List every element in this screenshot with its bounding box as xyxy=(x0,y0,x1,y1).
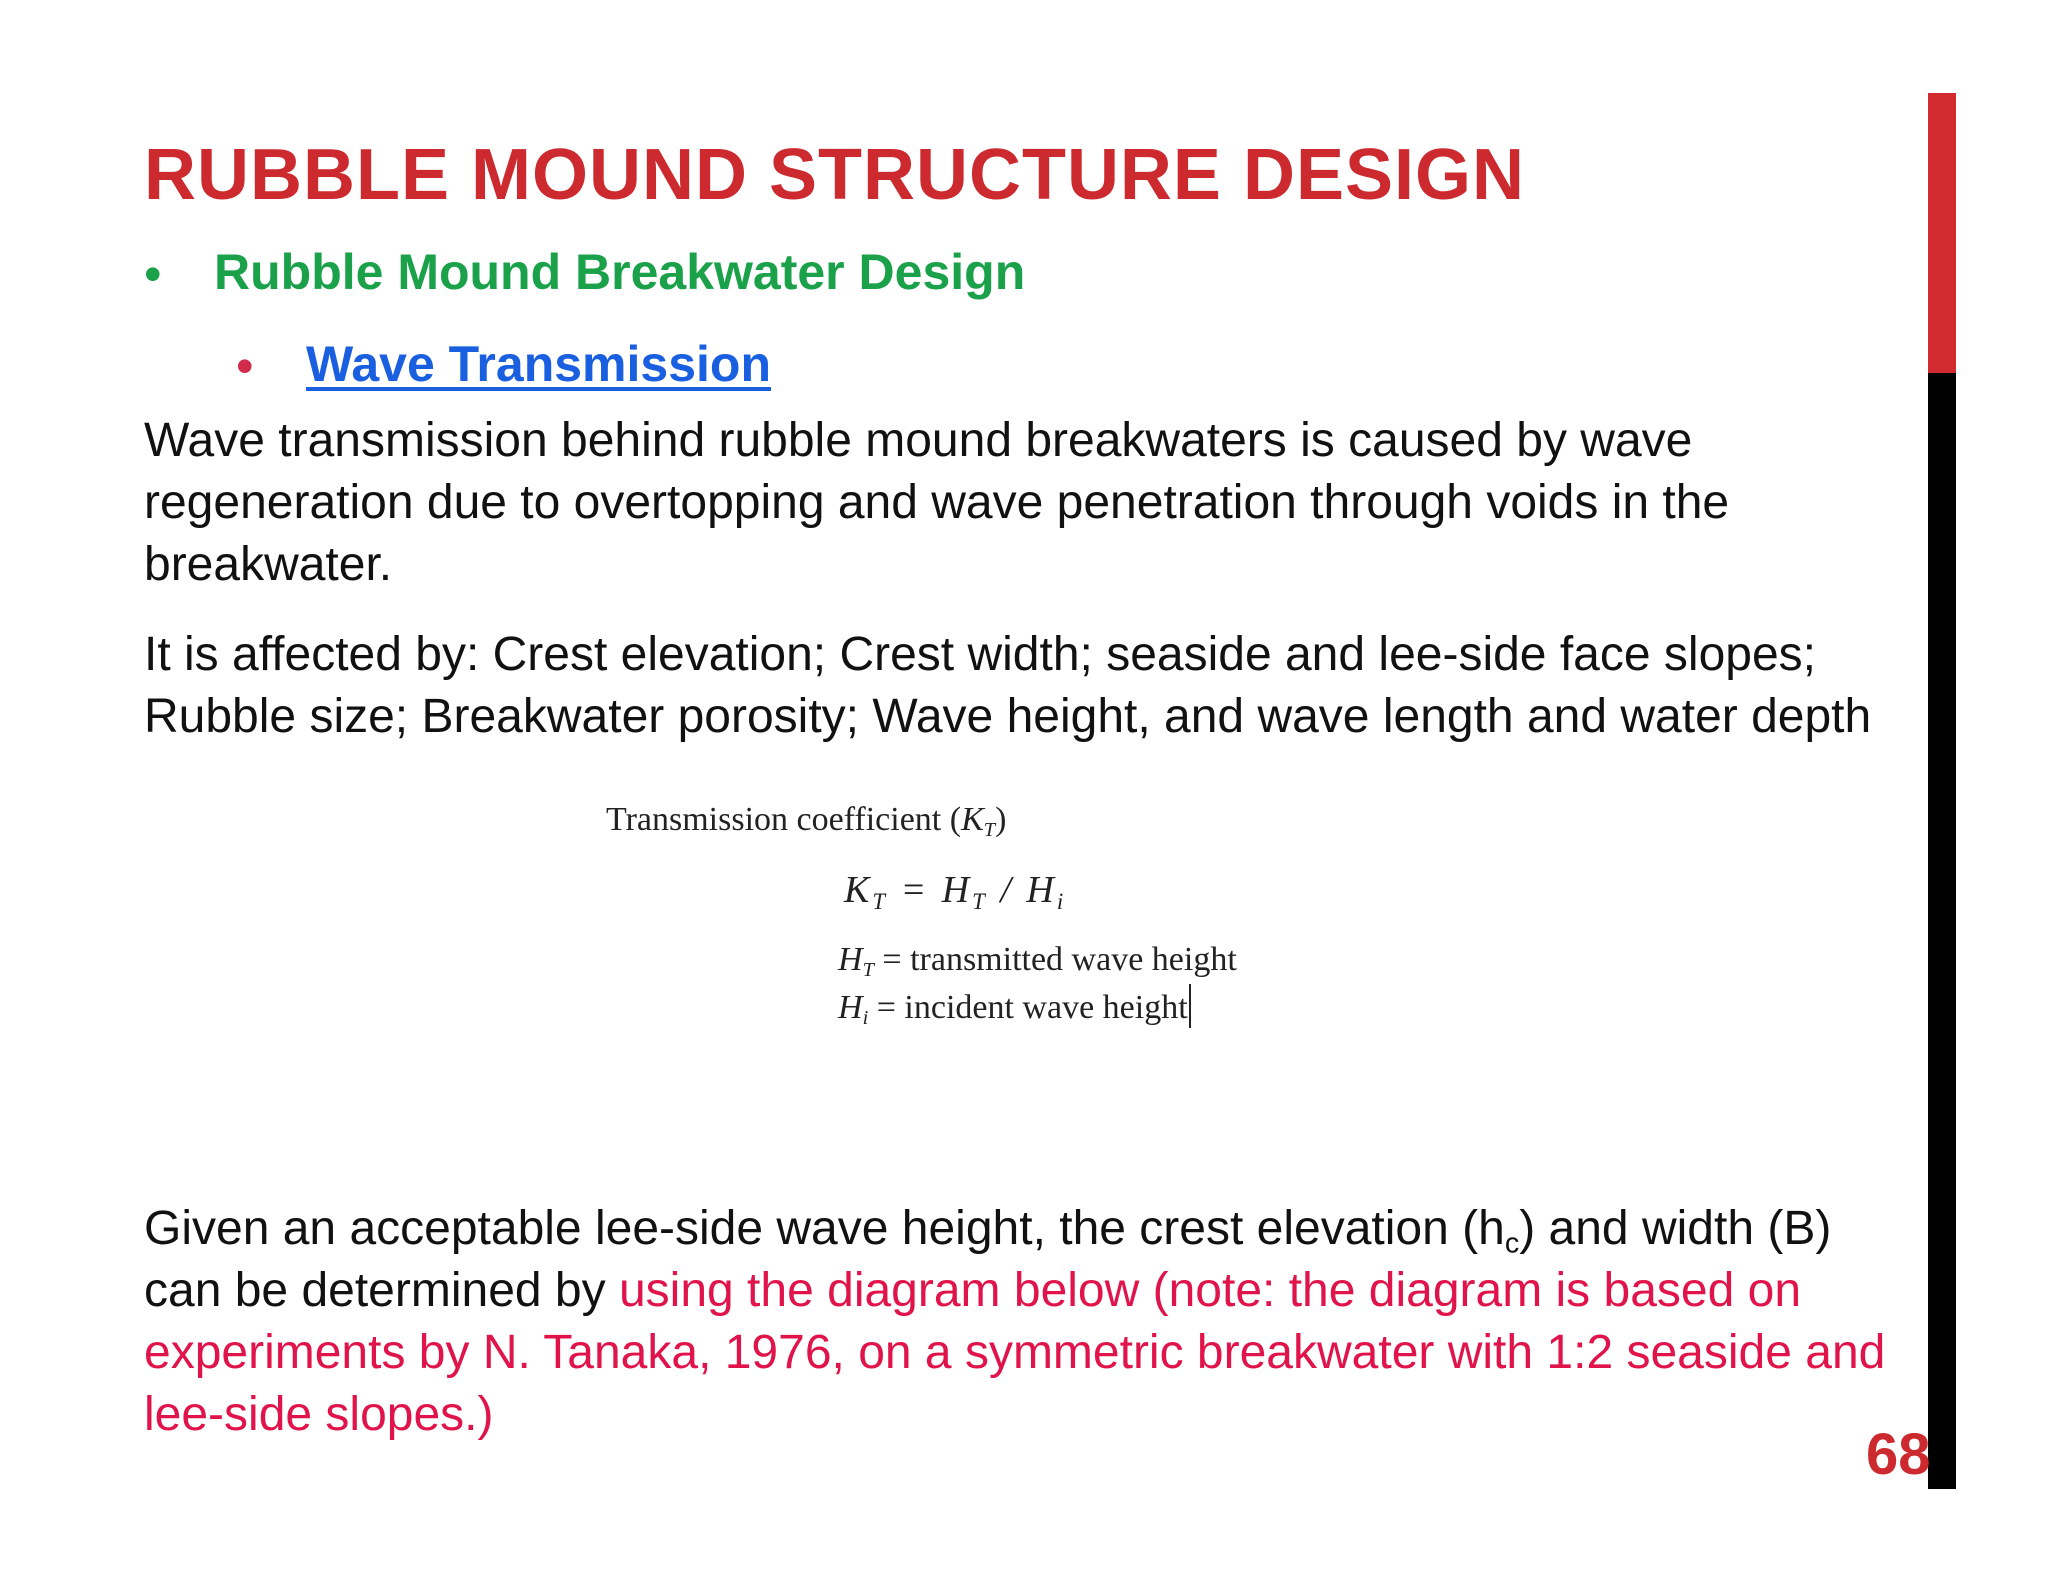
sidebar-accent-red xyxy=(1928,93,1956,373)
formula-definition-incident: $H_i$ = incident wave height xyxy=(838,984,1191,1028)
formula-definition-transmitted: $H_T$ = transmitted wave height xyxy=(838,941,1237,982)
text-cursor xyxy=(1189,984,1191,1028)
paragraph-affecting-factors: It is affected by: Crest elevation; Crest width; seaside and lee-side face slopes; Rubble size; Breakwater porosity; Wave height, and wave length and water depth xyxy=(144,628,1872,743)
page-number: 68 xyxy=(1866,1422,1931,1487)
bullet-symbol: • xyxy=(236,338,254,394)
formula-equation: $K_T = H_T / H_i$ xyxy=(844,869,1067,914)
bullet-symbol: • xyxy=(144,246,162,302)
transmission-coefficient-formula xyxy=(606,800,1326,1050)
wave-transmission-link[interactable]: Wave Transmission xyxy=(306,336,771,392)
bullet-level1-text: Rubble Mound Breakwater Design xyxy=(214,244,1026,300)
formula-caption: Transmission coefficient $(K_T)$ xyxy=(606,801,1007,842)
sidebar-accent-black xyxy=(1928,373,1956,1489)
slide-title: RUBBLE MOUND STRUCTURE DESIGN xyxy=(144,135,1526,215)
diagram-note-highlight: using the diagram below (note: the diagram is based on experiments by N. Tanaka, 1976, on a symmetric breakwater with 1:2 seaside and lee-side slopes.) xyxy=(144,1264,1886,1441)
paragraph-crest-design: Given an acceptable lee-side wave height, the crest elevation $(h_c)$ and width (B) can be determined by using the diagram below (note: the diagram is based on experiments by N. Tanaka, 1976, on a symmetric breakwater with 1:2 seaside and lee-side slopes.) xyxy=(144,1202,1886,1441)
paragraph-wave-transmission-cause: Wave transmission behind rubble mound breakwaters is caused by wave regeneration due to overtopping and wave penetration through voids in the breakwater. xyxy=(144,414,1730,591)
